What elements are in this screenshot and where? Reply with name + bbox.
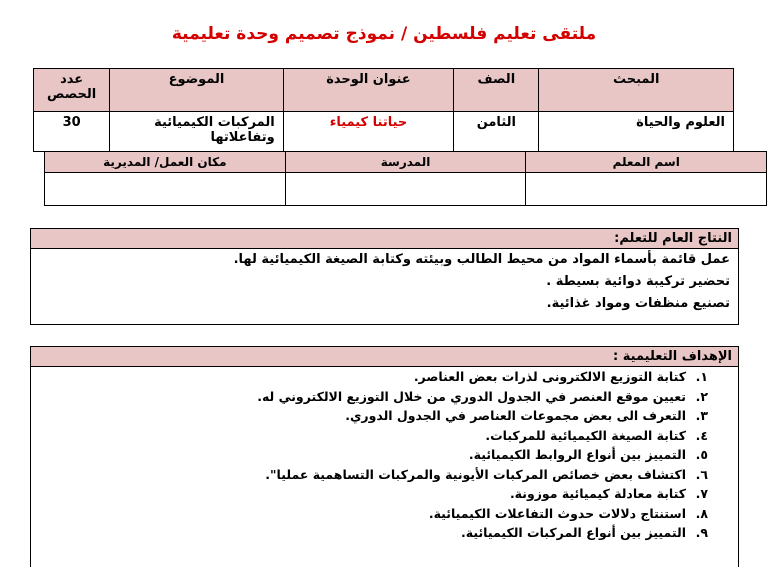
teacher-info-table — [44, 151, 767, 206]
unit-info-table — [33, 68, 734, 152]
topic-value: المركبات الكيميائية وتفاعلاتها — [110, 112, 283, 152]
general-outcomes-section — [30, 228, 739, 325]
objective-text: التمييز بين أنواع الروابط الكيميائية. — [468, 447, 686, 462]
objective-text: كتابة معادلة كيميائية موزونة. — [509, 486, 686, 501]
periods-header: عدد الحصص — [34, 69, 110, 112]
objective-item — [31, 465, 708, 485]
objective-item — [31, 406, 708, 426]
general-outcomes-heading: النتاج العام للتعلم: — [31, 229, 738, 249]
objective-text: استنتاج دلالات حدوث التفاعلات الكيميائية. — [428, 505, 686, 521]
objective-text: تعيين موقع العنصر في الجدول الدوري من خلال التوزيع الالكتروني له. — [257, 388, 686, 404]
unit-info-header-row — [34, 69, 734, 112]
objective-item — [31, 426, 708, 446]
unit-title-header: عنوان الوحدة — [283, 69, 453, 112]
objectives-list — [31, 367, 738, 543]
objective-text: التعرف الى بعض مجموعات العناصر في الجدول الدوري. — [345, 408, 686, 423]
objective-number: ٨. — [695, 505, 708, 521]
subject-header: المبحث — [539, 69, 734, 112]
objective-number: ٦. — [695, 466, 708, 482]
learning-objectives-section — [30, 346, 739, 567]
objective-text: التمييز بين أنواع المركبات الكيميائية. — [461, 525, 686, 540]
objective-number: ٩. — [695, 525, 708, 540]
workplace-value[interactable] — [45, 173, 286, 206]
teacher-info-value-row — [45, 173, 767, 206]
objective-number: ٣. — [695, 408, 708, 423]
page-title: ملتقى تعليم فلسطين / نموذج تصميم وحدة تعليمية — [171, 24, 597, 44]
outcome-line: تحضير تركيبة دوائية بسيطة . — [546, 274, 730, 289]
unit-title-value: حياتنا كيمياء — [283, 112, 453, 152]
objective-number: ٥. — [695, 447, 708, 462]
objective-number: ٢. — [695, 388, 708, 404]
objective-item — [31, 504, 708, 524]
unit-info-value-row — [34, 112, 734, 152]
objective-number: ٧. — [695, 486, 708, 501]
teacher-info-header-row — [45, 152, 767, 173]
objective-number: ٤. — [695, 427, 708, 443]
objective-text: اكتشاف بعض خصائص المركبات الأيونية والمركبات التساهمية عمليا". — [265, 466, 686, 482]
workplace-header: مكان العمل/ المديرية — [45, 152, 286, 173]
objective-item — [31, 387, 708, 407]
teacher-name-value[interactable] — [526, 173, 767, 206]
grade-header: الصف — [454, 69, 539, 112]
objective-number: ١. — [695, 369, 708, 384]
objective-text: كتابة الصيغة الكيميائية للمركبات. — [485, 427, 686, 443]
topic-header: الموضوع — [110, 69, 283, 112]
outcome-line: تصنيع منظفات ومواد غذائية. — [546, 296, 730, 311]
objective-item — [31, 523, 708, 543]
grade-value: الثامن — [454, 112, 539, 152]
outcome-line: عمل قائمة بأسماء المواد من محيط الطالب وبيئته وكتابة الصيغة الكيميائية لها. — [233, 252, 730, 267]
learning-objectives-heading: الإهداف التعليمية : — [31, 347, 738, 367]
periods-value: 30 — [34, 112, 110, 152]
objective-item — [31, 484, 708, 504]
subject-value: العلوم والحياة — [539, 112, 734, 152]
objective-text: كتابة التوزيع الالكترونى لذرات بعض العناصر. — [413, 369, 686, 384]
objective-item — [31, 445, 708, 465]
teacher-name-header: اسم المعلم — [526, 152, 767, 173]
objective-item — [31, 367, 708, 387]
school-value[interactable] — [285, 173, 526, 206]
school-header: المدرسة — [285, 152, 526, 173]
